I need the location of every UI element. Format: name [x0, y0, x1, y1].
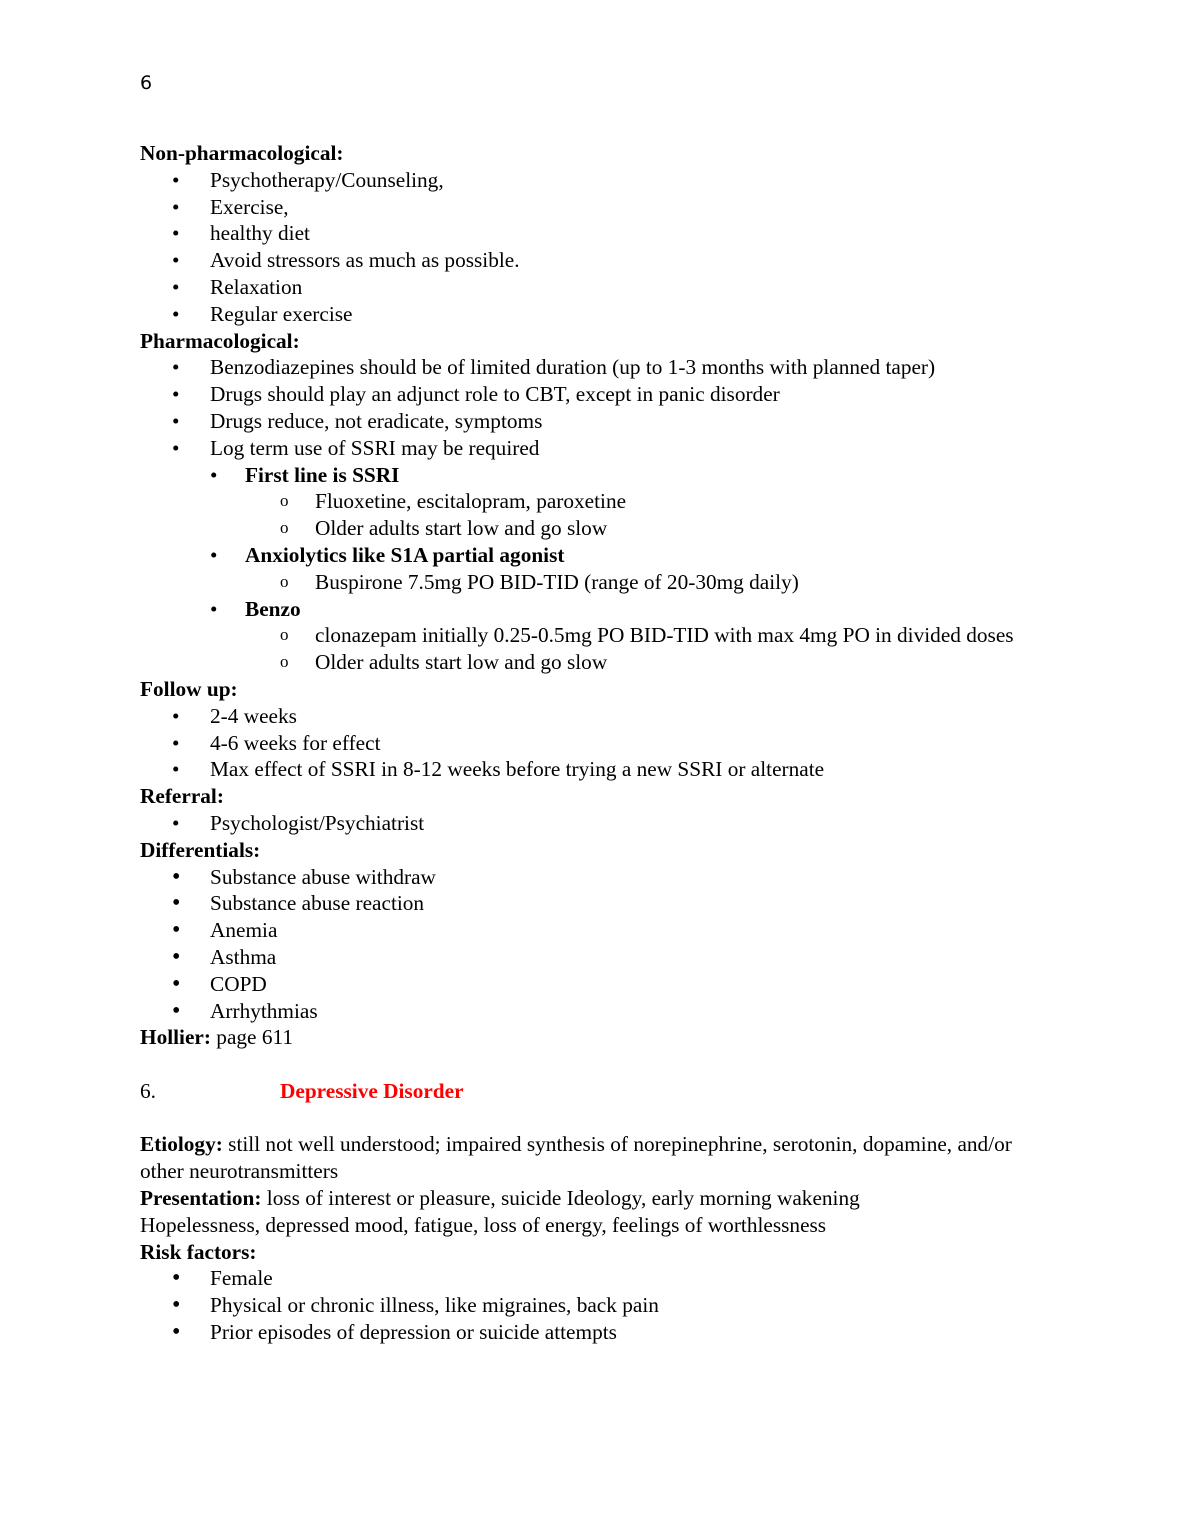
- bullet-icon: •: [172, 890, 181, 917]
- list-item: • COPD: [172, 970, 267, 997]
- list-item: • 4-6 weeks for effect: [172, 730, 381, 755]
- bullet-icon: •: [172, 382, 180, 407]
- list-item: • 2-4 weeks: [172, 703, 297, 728]
- differentials-list: [140, 864, 1040, 1025]
- presentation-line-2: Hopelessness, depressed mood, fatigue, loss of energy, feelings of worthlessness: [140, 1212, 827, 1237]
- bullet-icon: •: [172, 943, 181, 970]
- bullet-icon: •: [172, 997, 181, 1024]
- list-item: • Substance abuse reaction: [172, 890, 425, 917]
- list-item: • Female: [172, 1265, 273, 1292]
- pharm-list: [140, 354, 1040, 676]
- bullet-icon: •: [172, 301, 180, 326]
- bullet-icon: •: [172, 221, 180, 246]
- bullet-icon: •: [172, 1319, 181, 1346]
- spacer: [140, 1105, 1040, 1132]
- bullet-icon: •: [172, 757, 180, 782]
- list-item: • Psychotherapy/Counseling,: [172, 167, 444, 192]
- list-item: • Arrhythmias: [172, 997, 318, 1024]
- list-item: o Older adults start low and go slow: [280, 516, 608, 541]
- drug-group-title: • First line is SSRI: [210, 462, 400, 487]
- list-item: • Avoid stressors as much as possible.: [172, 248, 520, 273]
- non-pharm-heading: Non-pharmacological:: [140, 141, 344, 165]
- bullet-icon: •: [172, 863, 181, 890]
- follow-up-list: [140, 703, 1040, 783]
- referral-heading: Referral:: [140, 784, 224, 809]
- etiology-paragraph: [140, 1131, 1040, 1185]
- document-body: [140, 140, 1040, 1346]
- list-item: • Substance abuse withdraw: [172, 863, 436, 890]
- bullet-icon: •: [172, 355, 180, 380]
- list-item: o clonazepam initially 0.25-0.5mg PO BID-TID with max 4mg PO in divided doses: [280, 623, 1014, 648]
- list-item: • healthy diet: [172, 221, 310, 246]
- list-item: • Anemia: [172, 917, 278, 944]
- list-item: • Drugs reduce, not eradicate, symptoms: [172, 408, 543, 433]
- list-item: • Regular exercise: [172, 301, 353, 326]
- list-item: • Drugs should play an adjunct role to CBT, except in panic disorder: [172, 382, 780, 407]
- bullet-icon: •: [172, 970, 181, 997]
- bullet-icon: •: [210, 542, 218, 567]
- list-item: • Relaxation: [172, 274, 303, 299]
- bullet-icon: •: [172, 703, 180, 728]
- hollow-bullet-icon: o: [280, 518, 289, 538]
- section-number: 6.: [140, 1078, 156, 1103]
- list-item: • Prior episodes of depression or suicide attempts: [172, 1319, 617, 1346]
- hollow-bullet-icon: o: [280, 652, 289, 672]
- presentation-paragraph: [140, 1185, 1040, 1212]
- hollow-bullet-icon: o: [280, 625, 289, 645]
- page-number: 6: [140, 72, 153, 94]
- list-item: • Psychologist/Psychiatrist: [172, 810, 425, 835]
- bullet-icon: •: [172, 730, 180, 755]
- bullet-icon: •: [172, 408, 180, 433]
- list-item: • Log term use of SSRI may be required: [172, 435, 540, 460]
- bullet-icon: •: [172, 435, 180, 460]
- non-pharm-list: [140, 167, 1040, 328]
- spacer: [140, 1051, 1040, 1078]
- risk-factors-list: [140, 1265, 1040, 1345]
- list-item: • Asthma: [172, 943, 277, 970]
- hollier-value: page 611: [210, 1025, 293, 1050]
- list-item: • Exercise,: [172, 194, 289, 219]
- list-item: o Fluoxetine, escitalopram, paroxetine: [280, 489, 627, 514]
- list-item: o Older adults start low and go slow: [280, 650, 608, 675]
- section-heading: [140, 1078, 1040, 1105]
- etiology-label: Etiology:: [140, 1132, 223, 1157]
- bullet-icon: •: [172, 167, 180, 192]
- list-item: o Buspirone 7.5mg PO BID-TID (range of 20-30mg daily): [280, 569, 799, 594]
- bullet-icon: •: [210, 462, 218, 487]
- bullet-icon: •: [172, 1292, 181, 1319]
- list-item: • Benzodiazepines should be of limited duration (up to 1-3 months with planned taper): [172, 355, 936, 380]
- bullet-icon: •: [172, 917, 181, 944]
- pharm-heading: Pharmacological:: [140, 328, 300, 353]
- etiology-text: still not well understood; impaired synthesis of norepinephrine, serotonin, dopamine, and/or other neurotransmitters: [140, 1132, 1012, 1184]
- list-item: • Max effect of SSRI in 8-12 weeks before trying a new SSRI or alternate: [172, 757, 825, 782]
- bullet-icon: •: [172, 274, 180, 299]
- bullet-icon: •: [172, 194, 180, 219]
- hollow-bullet-icon: o: [280, 491, 289, 511]
- follow-up-heading: Follow up:: [140, 676, 238, 701]
- bullet-icon: •: [172, 248, 180, 273]
- hollier-label: Hollier:: [140, 1025, 211, 1050]
- section-title: Depressive Disorder: [280, 1078, 464, 1103]
- drug-group-title: • Benzo: [210, 596, 301, 621]
- risk-factors-heading: Risk factors:: [140, 1239, 257, 1264]
- presentation-label: Presentation:: [140, 1186, 262, 1211]
- hollier-reference: [140, 1024, 1040, 1051]
- differentials-heading: Differentials:: [140, 837, 261, 862]
- list-item: • Physical or chronic illness, like migraines, back pain: [172, 1292, 659, 1319]
- bullet-icon: •: [172, 1265, 181, 1292]
- bullet-icon: •: [172, 810, 180, 835]
- bullet-icon: •: [210, 596, 218, 621]
- referral-list: [140, 810, 1040, 837]
- presentation-text: loss of interest or pleasure, suicide Ideology, early morning wakening: [261, 1186, 860, 1211]
- drug-group-title: • Anxiolytics like S1A partial agonist: [210, 542, 565, 567]
- hollow-bullet-icon: o: [280, 571, 289, 591]
